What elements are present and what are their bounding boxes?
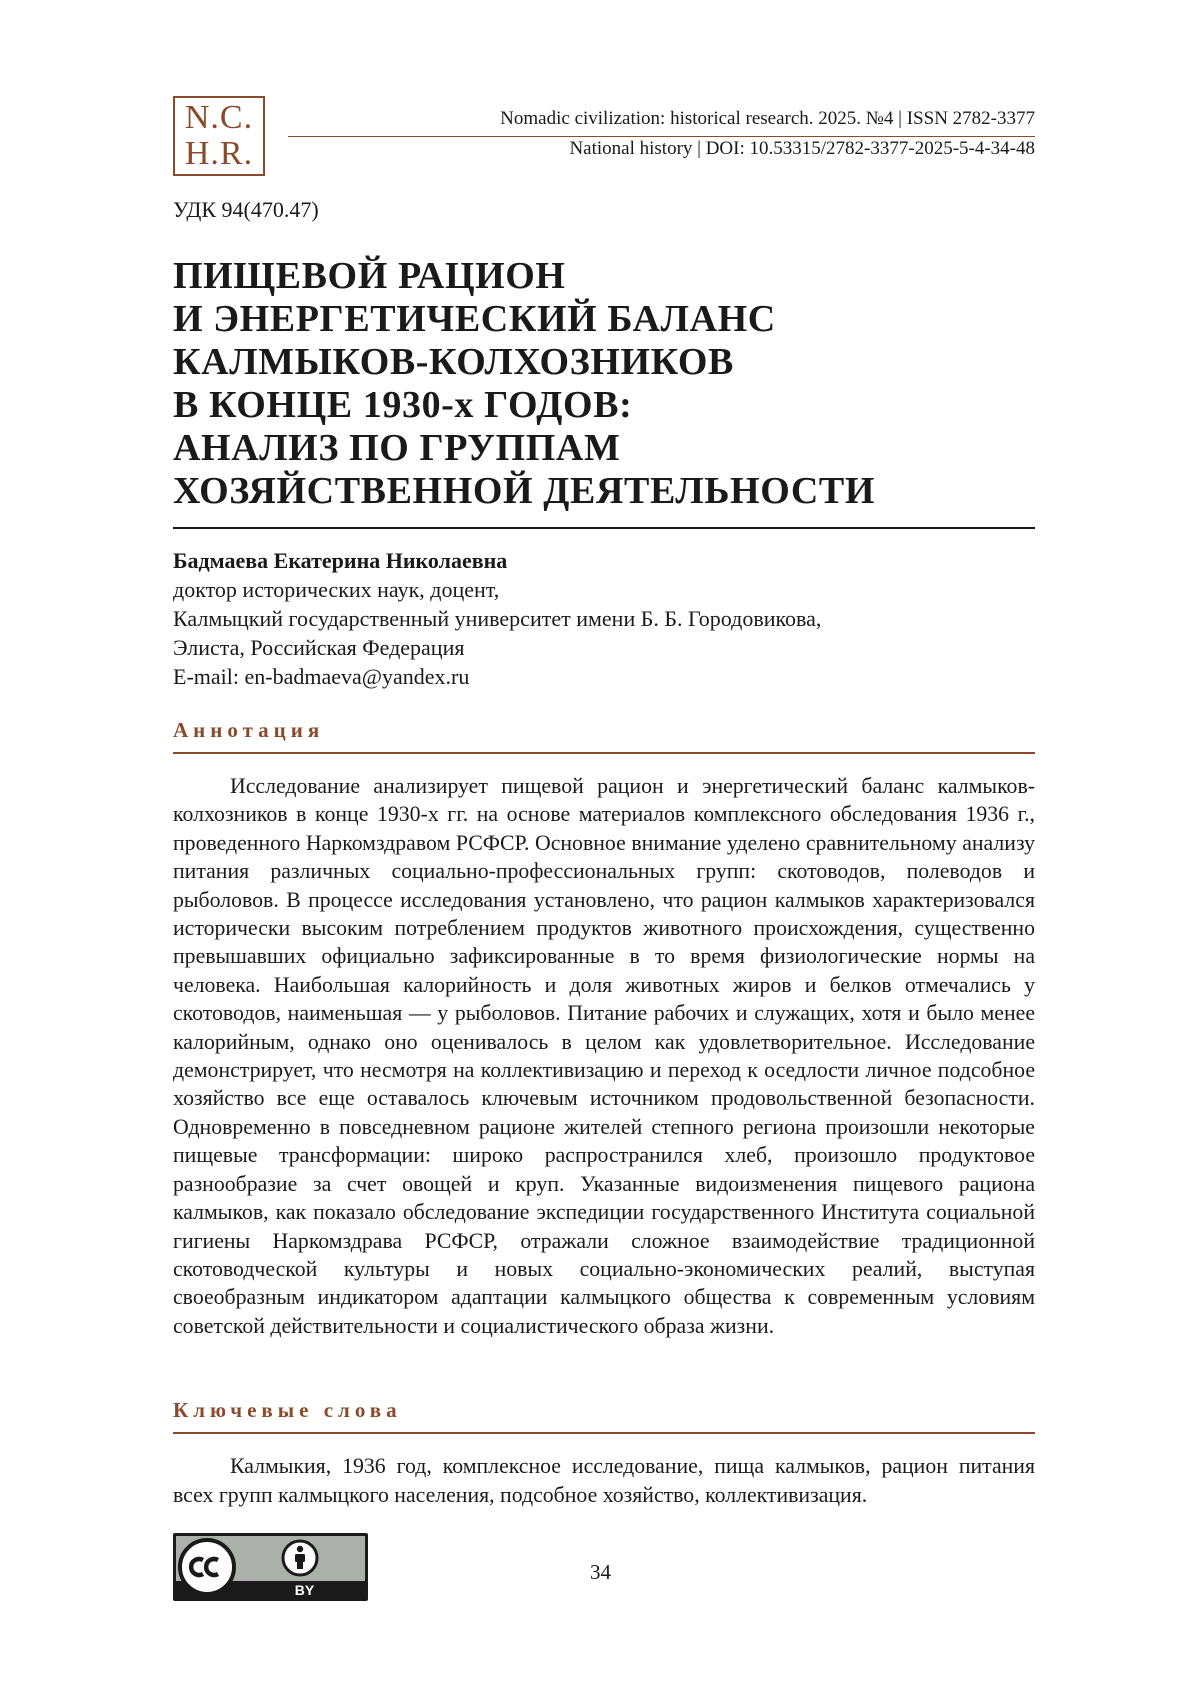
abstract-heading: Аннотация (173, 718, 325, 742)
article-title (173, 255, 1033, 513)
keywords-text: Калмыкия, 1936 год, комплексное исследование, пища калмыков, рацион питания всех групп калмыцкого населения, подсобное хозяйство, коллективизация. (173, 1454, 1035, 1507)
title-line: ПИЩЕВОЙ РАЦИОН (173, 255, 566, 297)
author-affiliation: Калмыцкий государственный университет имени Б. Б. Городовикова, (173, 606, 822, 631)
attribution-icon (283, 1541, 317, 1575)
badge-by-label: BY (294, 1582, 315, 1598)
keywords-divider (173, 1432, 1035, 1434)
header-divider (288, 136, 1035, 137)
udk-code: УДК 94(470.47) (173, 197, 319, 222)
keywords-heading: Ключевые слова (173, 1398, 402, 1422)
logo-line-1: N.C. (184, 99, 254, 136)
author-email[interactable]: E-mail: en-badmaeva@yandex.ru (173, 664, 470, 689)
logo-line-2: H.R. (184, 135, 254, 172)
title-line: В КОНЦЕ 1930-х ГОДОВ: (173, 384, 633, 426)
author-block (173, 546, 1033, 691)
abstract-divider (173, 752, 1035, 754)
title-line: И ЭНЕРГЕТИЧЕСКИЙ БАЛАНС (173, 298, 776, 340)
author-name: Бадмаева Екатерина Николаевна (173, 548, 508, 573)
journal-header-line-1: Nomadic civilization: historical research. 2025. №4 | ISSN 2782-3377 (500, 108, 1035, 129)
page-number: 34 (590, 1560, 611, 1584)
title-line: АНАЛИЗ ПО ГРУППАМ (173, 427, 621, 469)
title-line: ХОЗЯЙСТВЕННОЙ ДЕЯТЕЛЬНОСТИ (173, 470, 875, 512)
title-line: КАЛМЫКОВ-КОЛХОЗНИКОВ (173, 341, 734, 383)
author-degree: доктор исторических наук, доцент, (173, 577, 500, 602)
author-location: Элиста, Российская Федерация (173, 635, 465, 660)
cc-by-license-badge[interactable] (173, 1533, 368, 1601)
title-divider (173, 527, 1035, 529)
journal-logo (173, 96, 265, 176)
journal-header-line-2: National history | DOI: 10.53315/2782-3377-2025-5-4-34-48 (569, 138, 1035, 159)
abstract-text: Исследование анализирует пищевой рацион и энергетический баланс калмыков-колхозников в конце 1930-х гг. на основе материалов комплексного обследования 1936 г., проведенного Наркомздравом РСФСР. Основное внимание уделено сравнительному анализу питания различных социально-профессиональных групп: скотоводов, полеводов и рыболовов. В процессе исследования установлено, что рацион калмыков характеризовался исторически высоким потреблением продуктов животного происхождения, существенно превышавших официально зафиксированные в то время физиологические нормы на человека. Наибольшая калорийность и доля животных жиров и белков отмечались у скотоводов, наименьшая — у рыболовов. Питание рабочих и служащих, хотя и было менее калорийным, однако оно оценивалось в целом как удовлетворительное. Исследование демонстрирует, что несмотря на коллективизацию и переход к оседлости личное подсобное хозяйство все еще оставалось ключевым источником продовольственной безопасности. Одновременно в повседневном рационе жителей степного региона произошли некоторые пищевые трансформации: широко распространился хлеб, произошло продуктовое разнообразие за счет овощей и круп. Указанные видоизменения пищевого рациона калмыков, как показало обследование экспедиции государственного Института социальной гигиены Наркомздрава РСФСР, отражали сложное взаимодействие традиционной скотоводческой культуры и новых социально-экономических реалий, выступая своеобразным индикатором адаптации калмыцкого общества к современным условиям советской действительности и социалистического образа жизни. (173, 774, 1035, 1338)
